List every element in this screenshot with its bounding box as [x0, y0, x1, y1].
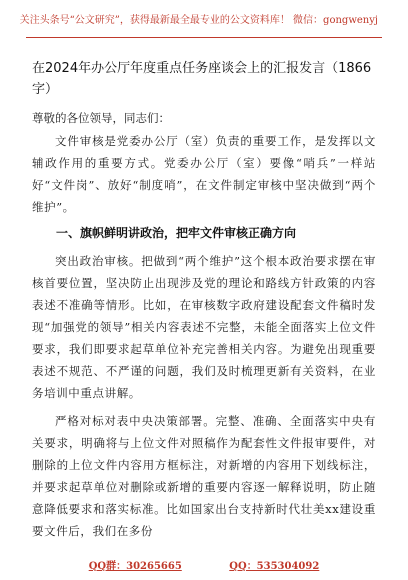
- document-body: [32, 58, 376, 548]
- footer-qq-contact: QQ：535304092: [229, 561, 320, 572]
- salutation: 尊敬的各位领导，同志们：: [32, 111, 170, 125]
- paragraph: 突出政治审核。把做到“两个维护”这个根本政治要求摆在审核首要位置，坚决防止出现涉及党的理论和路线方针政策的内容表述不准确等情形。比如，在审核数字政府建设配套文件稿时发现“加强党的领导”相关内容表述不完整，未能全面落实上位文件要求，我们即要求起草单位补充完善相关内容。为避免出现重要表述不规范、不严谨的问题，我们及时梳理更新有关资料，在业务培训中重点讲解。: [32, 254, 376, 400]
- header-promo-text: 关注头条号“公文研究”，获得最新最全最专业的公文资料库！ 微信：gongwenyj: [19, 15, 378, 26]
- paragraph: 严格对标对表中央决策部署。完整、准确、全面落实中央有关要求，明确将与上位文件对照稿作为配套性文件报审要件，对删除的上位文件内容用方框标注，对新增的内容用下划线标注，并要求起草单位对删除或新增的重要内容逐一解释说明，防止随意降低要求和落实标准。比如国家出台支持新时代壮美xx建设重要文件后，我们在多份: [32, 414, 376, 538]
- header-divider: [26, 37, 382, 38]
- document-title: 在2024年办公厅年度重点任务座谈会上的汇报发言（1866字）: [32, 61, 372, 97]
- section-heading: 一、旗帜鲜明讲政治，把牢文件审核正确方向: [56, 226, 297, 240]
- paragraph: 文件审核是党委办公厅（室）负责的重要工作，是发挥以文辅政作用的重要方式。党委办公厅（室）要像“哨兵”一样站好“文件岗”、放好“制度哨”，在文件制定审核中坚决做到“两个维护”。: [32, 134, 376, 214]
- footer-qq-group: QQ群：30265665: [88, 561, 182, 572]
- page-footer: [0, 557, 408, 572]
